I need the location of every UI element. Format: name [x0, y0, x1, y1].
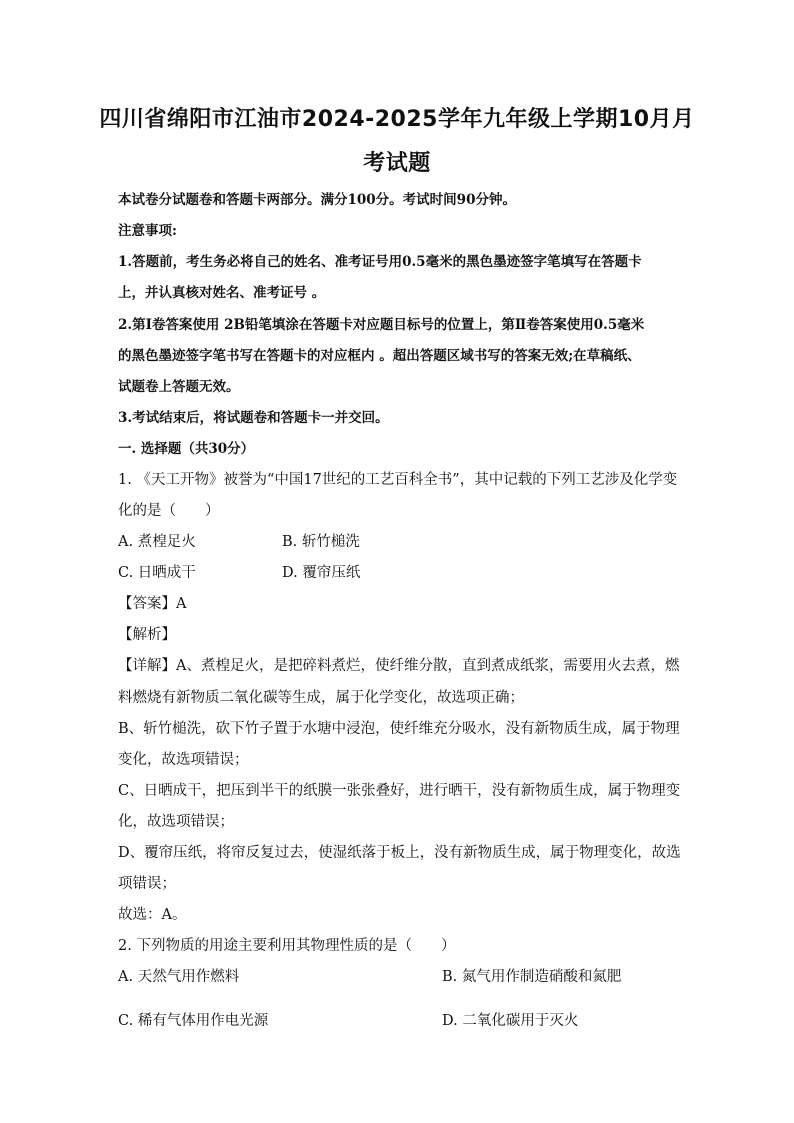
section-heading: 一. 选择题（共30分）	[118, 441, 255, 457]
question-1-detail-line-7: D、覆帘压纸，将帘反复过去，使湿纸落于板上，没有新物质生成，属于物理变化，故选	[118, 845, 681, 861]
question-1-detail-line-2: 料燃烧有新物质二氧化碳等生成，属于化学变化，故选项正确；	[118, 690, 524, 706]
exam-intro: 本试卷分试题卷和答题卡两部分。满分100分。考试时间90分钟。	[118, 192, 516, 208]
question-1-detail-line-3: B、斩竹槌洗，砍下竹子置于水塘中浸泡，使纤维充分吸水，没有新物质生成，属于物理	[118, 721, 680, 737]
question-1-answer: 【答案】A	[118, 596, 187, 612]
notice-1-line-1: 1.答题前，考生务必将自己的姓名、准考证号用0.5毫米的黑色墨迹签字笔填写在答题卡	[118, 254, 642, 270]
notice-heading: 注意事项:	[118, 223, 177, 239]
notice-2-line-3: 试题卷上答题无效。	[118, 379, 240, 395]
document-title-line-1: 四川省绵阳市江油市2024-2025学年九年级上学期10月月	[99, 107, 695, 132]
question-1-stem-line-1: 1. 《天工开物》被誉为“中国17世纪的工艺百科全书”，其中记载的下列工艺涉及化学变	[118, 472, 678, 488]
question-1-option-c: C. 日晒成干	[118, 565, 196, 581]
question-1-detail-line-6: 化，故选项错误；	[118, 814, 234, 830]
question-2-option-b: B. 氮气用作制造硝酸和氮肥	[442, 969, 622, 985]
question-2-stem: 2. 下列物质的用途主要利用其物理性质的是（ ）	[118, 938, 456, 954]
question-1-detail-line-5: C、日晒成干，把压到半干的纸膜一张张叠好，进行晒干，没有新物质生成，属于物理变	[118, 783, 681, 799]
question-1-detail-line-9: 故选：A。	[118, 907, 187, 923]
notice-2-line-2: 的黑色墨迹签字笔书写在答题卡的对应框内 。超出答题区域书写的答案无效;在草稿纸、	[118, 348, 641, 364]
question-2-option-c: C. 稀有气体用作电光源	[118, 1013, 269, 1029]
question-1-option-a: A. 煮楻足火	[118, 534, 196, 550]
question-1-stem-line-2: 化的是（ ）	[118, 503, 220, 519]
question-1-detail-line-1: 【详解】A、煮楻足火，是把碎料煮烂，使纤维分散，直到煮成纸浆，需要用火去煮，燃	[118, 658, 680, 674]
question-1-detail-line-4: 变化，故选项错误；	[118, 752, 249, 768]
question-2-option-d: D. 二氧化碳用于灭火	[442, 1013, 579, 1029]
document-title-line-2: 考试题	[363, 151, 431, 176]
notice-1-line-2: 上，并认真核对姓名、准考证号 。	[118, 285, 326, 301]
notice-3-line-1: 3.考试结束后，将试题卷和答题卡一并交回。	[118, 410, 389, 426]
question-1-detail-line-8: 项错误；	[118, 876, 176, 892]
question-1-option-d: D. 覆帘压纸	[282, 565, 361, 581]
question-2-option-a: A. 天然气用作燃料	[118, 969, 240, 985]
question-1-analysis-label: 【解析】	[118, 627, 176, 643]
notice-2-line-1: 2.第Ⅰ卷答案使用 2B铅笔填涂在答题卡对应题目标号的位置上，第Ⅱ卷答案使用0.5毫米	[118, 317, 645, 333]
question-1-option-b: B. 斩竹槌洗	[282, 534, 360, 550]
